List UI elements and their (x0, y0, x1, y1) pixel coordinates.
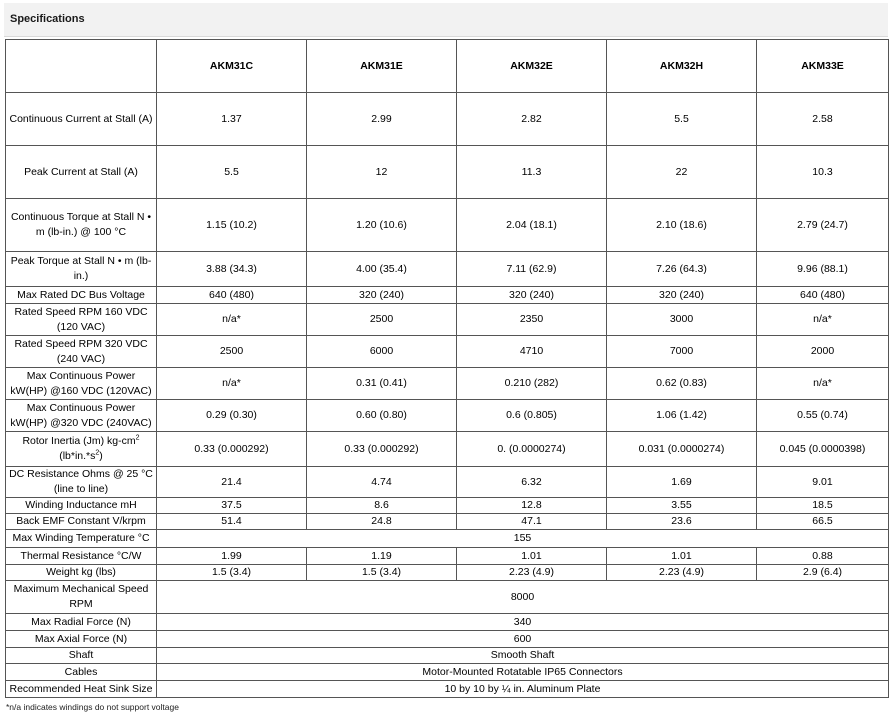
value-cell: 0.62 (0.83) (607, 368, 757, 400)
span-value-cell: 10 by 10 by ¼ in. Aluminum Plate (157, 681, 889, 698)
value-cell: 640 (480) (757, 287, 889, 304)
value-cell: n/a* (157, 304, 307, 336)
value-cell: 6.32 (457, 467, 607, 498)
value-cell: 21.4 (157, 467, 307, 498)
row-label: Maximum Mechanical Speed RPM (6, 581, 157, 614)
row-label: Recommended Heat Sink Size (6, 681, 157, 698)
table-row (6, 530, 889, 548)
section-title: Specifications (10, 13, 85, 25)
span-value-cell: 340 (157, 614, 889, 631)
row-label: Max Radial Force (N) (6, 614, 157, 631)
table-row (6, 681, 889, 698)
table-row (6, 304, 889, 336)
value-cell: 3.88 (34.3) (157, 252, 307, 287)
value-cell: n/a* (157, 368, 307, 400)
superscript: 2 (95, 449, 100, 457)
value-cell: 320 (240) (457, 287, 607, 304)
value-cell: 1.01 (457, 548, 607, 565)
value-cell: 9.01 (757, 467, 889, 498)
row-label: Max Rated DC Bus Voltage (6, 287, 157, 304)
table-row (6, 548, 889, 565)
row-label: Peak Current at Stall (A) (6, 146, 157, 199)
value-cell: 18.5 (757, 498, 889, 514)
value-cell: 9.96 (88.1) (757, 252, 889, 287)
row-label: Shaft (6, 648, 157, 664)
value-cell: 4.74 (307, 467, 457, 498)
value-cell: 0.33 (0.000292) (307, 432, 457, 467)
row-label: Continuous Torque at Stall N • m (lb-in.) @ 100 °C (6, 199, 157, 252)
row-label: Max Continuous Power kW(HP) @320 VDC (240VAC) (6, 400, 157, 432)
span-value-cell: 600 (157, 631, 889, 648)
value-cell: 1.15 (10.2) (157, 199, 307, 252)
row-label: Continuous Current at Stall (A) (6, 93, 157, 146)
header-corner-cell (6, 40, 157, 93)
value-cell: 640 (480) (157, 287, 307, 304)
table-row (6, 514, 889, 530)
value-cell: 0.33 (0.000292) (157, 432, 307, 467)
value-cell: 2350 (457, 304, 607, 336)
table-row (6, 648, 889, 664)
value-cell: 0.55 (0.74) (757, 400, 889, 432)
value-cell: 47.1 (457, 514, 607, 530)
span-value-cell: Motor-Mounted Rotatable IP65 Connectors (157, 664, 889, 681)
value-cell: 5.5 (157, 146, 307, 199)
value-cell: 4710 (457, 336, 607, 368)
value-cell: 12 (307, 146, 457, 199)
table-header-row (6, 40, 889, 93)
value-cell: 12.8 (457, 498, 607, 514)
value-cell: 1.01 (607, 548, 757, 565)
table-row (6, 287, 889, 304)
value-cell: 3000 (607, 304, 757, 336)
value-cell: 66.5 (757, 514, 889, 530)
value-cell: 2.79 (24.7) (757, 199, 889, 252)
value-cell: 7.26 (64.3) (607, 252, 757, 287)
value-cell: 0.045 (0.0000398) (757, 432, 889, 467)
table-row (6, 336, 889, 368)
footnote: *n/a indicates windings do not support voltage (6, 702, 179, 712)
span-value-cell: 155 (157, 530, 889, 548)
row-label: Max Winding Temperature °C (6, 530, 157, 548)
value-cell: 320 (240) (607, 287, 757, 304)
table-row (6, 664, 889, 681)
value-cell: 23.6 (607, 514, 757, 530)
value-cell: 2000 (757, 336, 889, 368)
value-cell: 2.99 (307, 93, 457, 146)
value-cell: 11.3 (457, 146, 607, 199)
row-label: Cables (6, 664, 157, 681)
value-cell: 0.31 (0.41) (307, 368, 457, 400)
value-cell: n/a* (757, 368, 889, 400)
section-header (4, 3, 888, 37)
value-cell: 1.69 (607, 467, 757, 498)
table-row (6, 93, 889, 146)
value-cell: 4.00 (35.4) (307, 252, 457, 287)
value-cell: 2.58 (757, 93, 889, 146)
value-cell: 10.3 (757, 146, 889, 199)
specifications-table (5, 39, 889, 698)
value-cell: 7.11 (62.9) (457, 252, 607, 287)
row-label: Rated Speed RPM 320 VDC (240 VAC) (6, 336, 157, 368)
value-cell: 2.04 (18.1) (457, 199, 607, 252)
row-label: Winding Inductance mH (6, 498, 157, 514)
table-row (6, 631, 889, 648)
table-row (6, 432, 889, 467)
row-label: DC Resistance Ohms @ 25 °C (line to line) (6, 467, 157, 498)
table-row (6, 400, 889, 432)
value-cell: n/a* (757, 304, 889, 336)
value-cell: 1.20 (10.6) (307, 199, 457, 252)
value-cell: 37.5 (157, 498, 307, 514)
table-row (6, 252, 889, 287)
value-cell: 0.88 (757, 548, 889, 565)
table-row (6, 199, 889, 252)
table-row (6, 368, 889, 400)
table-row (6, 467, 889, 498)
value-cell: 0.210 (282) (457, 368, 607, 400)
row-label-part: ) (99, 450, 103, 462)
value-cell: 0.031 (0.0000274) (607, 432, 757, 467)
value-cell: 320 (240) (307, 287, 457, 304)
value-cell: 0.60 (0.80) (307, 400, 457, 432)
model-header: AKM31E (307, 40, 457, 93)
superscript: 2 (135, 434, 140, 442)
value-cell: 0.6 (0.805) (457, 400, 607, 432)
row-label: Peak Torque at Stall N • m (lb-in.) (6, 252, 157, 287)
value-cell: 1.37 (157, 93, 307, 146)
model-header: AKM32H (607, 40, 757, 93)
value-cell: 2.23 (4.9) (457, 565, 607, 581)
row-label: Max Continuous Power kW(HP) @160 VDC (120VAC) (6, 368, 157, 400)
value-cell: 1.5 (3.4) (307, 565, 457, 581)
table-row (6, 498, 889, 514)
value-cell: 8.6 (307, 498, 457, 514)
table-row (6, 146, 889, 199)
value-cell: 0.29 (0.30) (157, 400, 307, 432)
value-cell: 1.99 (157, 548, 307, 565)
row-label: Back EMF Constant V/krpm (6, 514, 157, 530)
value-cell: 2500 (157, 336, 307, 368)
value-cell: 2500 (307, 304, 457, 336)
value-cell: 51.4 (157, 514, 307, 530)
value-cell: 24.8 (307, 514, 457, 530)
model-header: AKM33E (757, 40, 889, 93)
row-label-part: Rotor Inertia (Jm) kg-cm (22, 435, 136, 447)
model-header: AKM32E (457, 40, 607, 93)
value-cell: 7000 (607, 336, 757, 368)
value-cell: 5.5 (607, 93, 757, 146)
value-cell: 6000 (307, 336, 457, 368)
model-header: AKM31C (157, 40, 307, 93)
row-label: Max Axial Force (N) (6, 631, 157, 648)
value-cell: 22 (607, 146, 757, 199)
value-cell: 2.9 (6.4) (757, 565, 889, 581)
value-cell: 0. (0.0000274) (457, 432, 607, 467)
row-label: Rated Speed RPM 160 VDC (120 VAC) (6, 304, 157, 336)
value-cell: 1.5 (3.4) (157, 565, 307, 581)
row-label: Weight kg (lbs) (6, 565, 157, 581)
value-cell: 2.23 (4.9) (607, 565, 757, 581)
table-row (6, 565, 889, 581)
value-cell: 1.06 (1.42) (607, 400, 757, 432)
table-row (6, 581, 889, 614)
table-row (6, 614, 889, 631)
value-cell: 2.10 (18.6) (607, 199, 757, 252)
value-cell: 1.19 (307, 548, 457, 565)
row-label: Thermal Resistance °C/W (6, 548, 157, 565)
span-value-cell: Smooth Shaft (157, 648, 889, 664)
value-cell: 2.82 (457, 93, 607, 146)
span-value-cell: 8000 (157, 581, 889, 614)
value-cell: 3.55 (607, 498, 757, 514)
row-label (6, 432, 157, 467)
row-label-part: (lb*in.*s (59, 450, 96, 462)
